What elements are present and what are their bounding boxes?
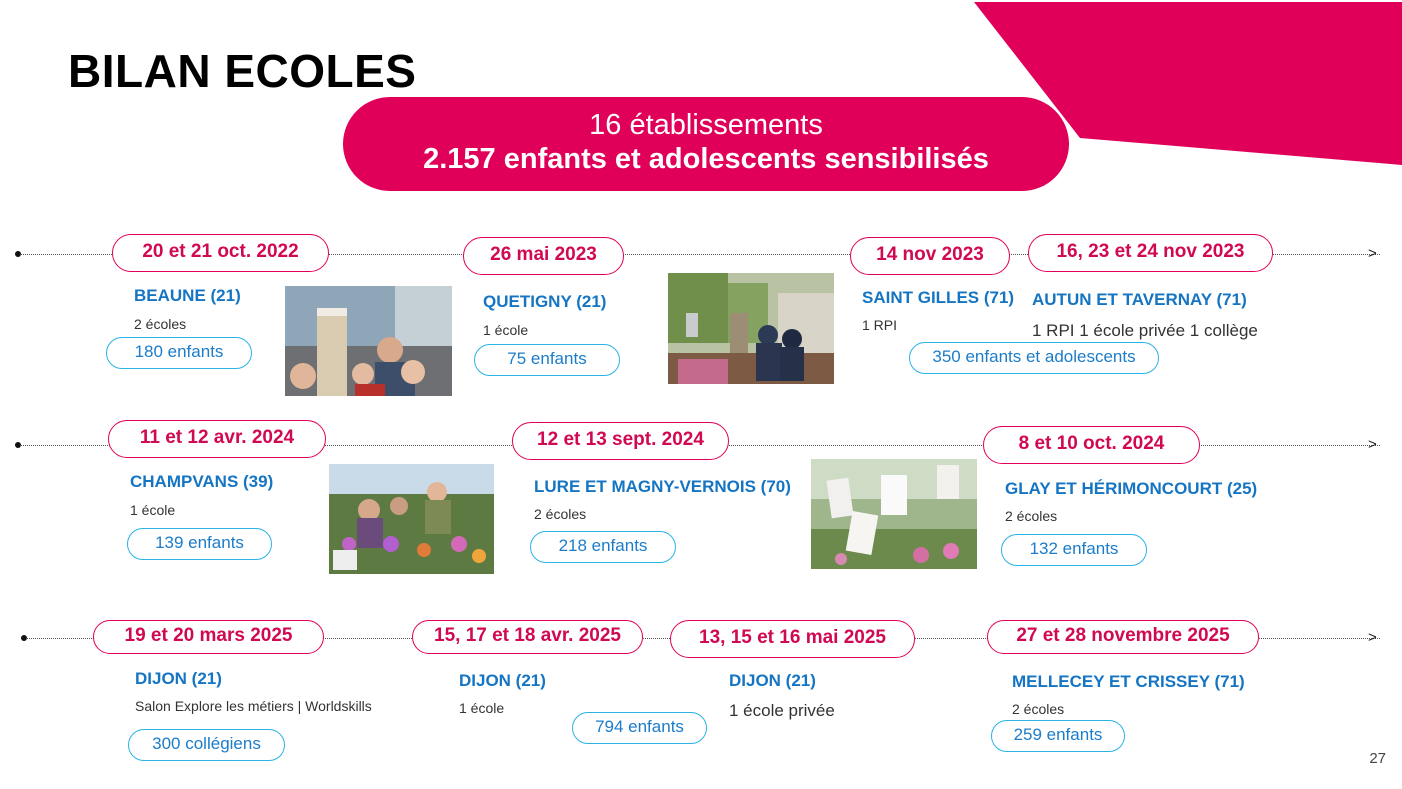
event-date: 26 mai 2023 (463, 237, 624, 275)
event-location: LURE ET MAGNY-VERNOIS (70) (534, 477, 791, 496)
summary-children: 2.157 enfants et adolescents sensibilisés (423, 143, 989, 175)
event-count: 180 enfants (106, 337, 252, 369)
event-detail: 2 écoles (1012, 701, 1065, 717)
page-number: 27 (1369, 750, 1386, 767)
event-date: 27 et 28 novembre 2025 (987, 620, 1259, 654)
timeline-arrow-icon: > (1368, 245, 1377, 262)
summary-establishments: 16 établissements (589, 109, 823, 141)
photo-hanging-papers-garden (811, 459, 977, 569)
event-date: 16, 23 et 24 nov 2023 (1028, 234, 1273, 272)
event-date: 19 et 20 mars 2025 (93, 620, 324, 654)
timeline-arrow-icon: > (1368, 436, 1377, 453)
event-date: 12 et 13 sept. 2024 (512, 422, 729, 460)
event-date: 13, 15 et 16 mai 2025 (670, 620, 915, 658)
event-detail: 1 école (483, 322, 529, 338)
event-detail: Salon Explore les métiers | Worldskills (135, 698, 372, 714)
event-location: QUETIGNY (21) (483, 292, 607, 311)
event-detail: 2 écoles (134, 316, 187, 332)
photo-flower-garden-visit (329, 464, 494, 574)
event-location: BEAUNE (21) (134, 286, 241, 305)
event-location: DIJON (21) (459, 671, 546, 690)
event-date: 15, 17 et 18 avr. 2025 (412, 620, 643, 654)
event-count: 75 enfants (474, 344, 620, 376)
event-date: 11 et 12 avr. 2024 (108, 420, 326, 458)
event-count: 794 enfants (572, 712, 707, 744)
event-location: SAINT GILLES (71) (862, 288, 1015, 307)
event-location: GLAY ET HÉRIMONCOURT (25) (1005, 479, 1258, 498)
event-count: 300 collégiens (128, 729, 285, 761)
event-count: 218 enfants (530, 531, 676, 563)
event-detail: 2 écoles (534, 506, 587, 522)
photo-children-sand-column (285, 286, 452, 396)
page-title: BILAN ECOLES (68, 45, 417, 97)
event-location: DIJON (21) (135, 669, 222, 688)
event-date: 20 et 21 oct. 2022 (112, 234, 329, 272)
event-date: 14 nov 2023 (850, 237, 1010, 275)
event-detail: 2 écoles (1005, 508, 1058, 524)
event-location: DIJON (21) (729, 671, 816, 690)
photo-garden-watering-cans (668, 273, 834, 384)
timeline-arrow-icon: > (1368, 629, 1377, 646)
event-location: CHAMPVANS (39) (130, 472, 274, 491)
event-location: MELLECEY ET CRISSEY (71) (1012, 672, 1245, 691)
event-count: 139 enfants (127, 528, 272, 560)
event-count: 132 enfants (1001, 534, 1147, 566)
event-detail: 1 école (459, 700, 505, 716)
event-detail: 1 RPI 1 école privée 1 collège (1032, 321, 1258, 340)
event-count: 350 enfants et adolescents (909, 342, 1159, 374)
event-location: AUTUN ET TAVERNAY (71) (1032, 290, 1247, 309)
event-detail: 1 école (130, 502, 176, 518)
summary-banner (343, 97, 1069, 191)
event-detail: 1 école privée (729, 701, 835, 720)
event-detail: 1 RPI (862, 317, 898, 333)
event-date: 8 et 10 oct. 2024 (983, 426, 1200, 464)
event-count: 259 enfants (991, 720, 1125, 752)
